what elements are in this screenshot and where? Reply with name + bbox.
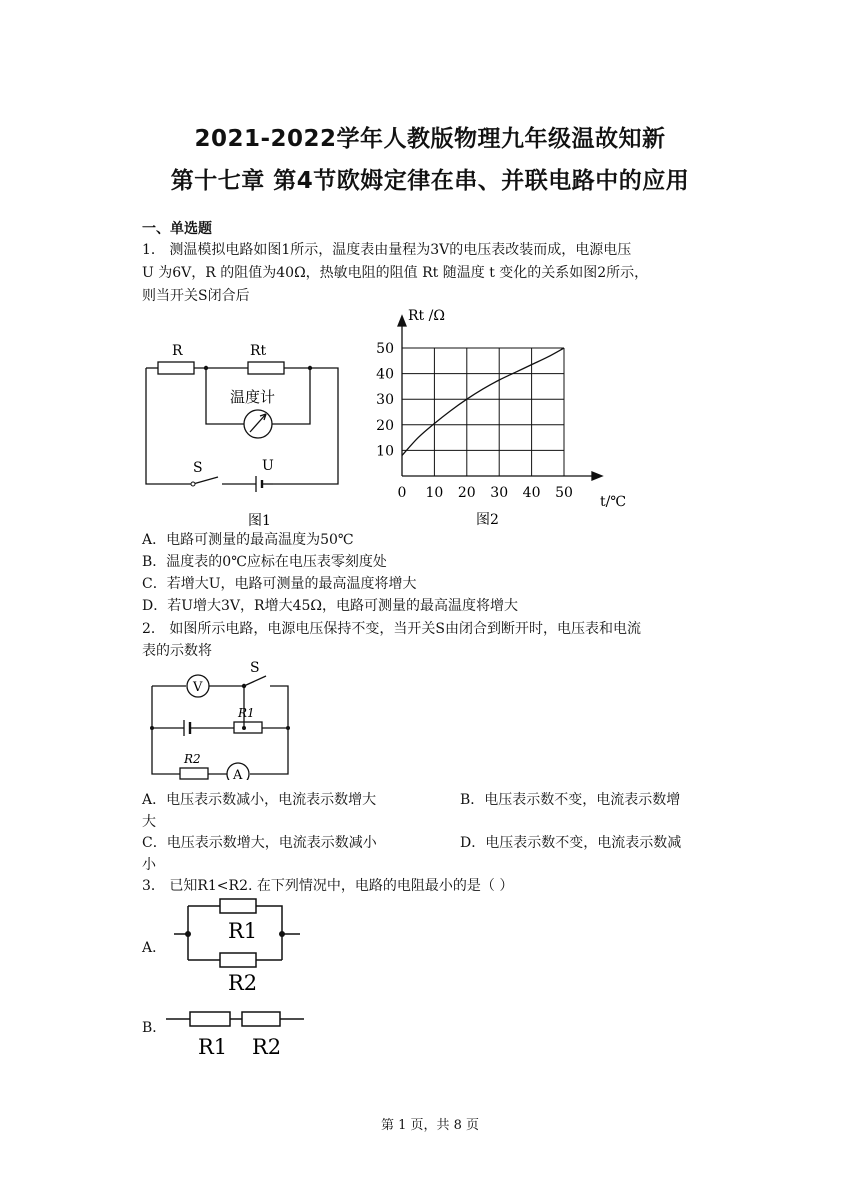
q3-text-line1: 3． 已知R1<R2. 在下列情况中，电路的电阻最小的是（ ） [142, 878, 514, 894]
chart-y-tick-label: 50 [376, 341, 394, 357]
q1-figure2-chart [368, 300, 648, 532]
q2-fig-label-V: V [193, 680, 203, 695]
q1-option-d: D．若U增大3V，R增大45Ω，电路可测量的最高温度将增大 [142, 598, 519, 614]
page-footer: 第 1 页，共 8 页 [380, 1118, 480, 1133]
q3a-label-R1: R1 [228, 919, 258, 943]
fig2-caption: 图2 [476, 512, 499, 528]
q2-fig-label-A: A [233, 768, 243, 780]
q3a-label-R2: R2 [228, 971, 258, 995]
q1-option-c: C．若增大U，电路可测量的最高温度将增大 [142, 576, 417, 592]
q3-option-b-series-circuit [162, 1004, 312, 1064]
q3-option-a-letter: A． [142, 940, 167, 956]
q1-text-line1: 1． 测温模拟电路如图1所示，温度表由量程为3V的电压表改装而成，电源电压 [142, 242, 632, 258]
q2-fig-label-S: S [250, 660, 260, 676]
chart-x-tick-label: 40 [522, 485, 541, 501]
chart-y-axis-arrow [398, 316, 406, 326]
chart-y-tick-label: 30 [376, 392, 394, 409]
q2-fig-label-R1: R1 [238, 706, 255, 720]
q3b-label-R1: R1 [198, 1035, 228, 1059]
q2-option-d-wrap: 小 [142, 857, 156, 873]
q3b-label-R2: R2 [252, 1035, 282, 1059]
chart-y-tick-label: 10 [376, 443, 394, 460]
section-heading: 一、单选题 [142, 221, 212, 237]
fig1-caption: 图1 [248, 513, 271, 529]
q3-option-b-letter: B． [142, 1020, 167, 1036]
q1-text-line3: 则当开关S闭合后 [142, 288, 250, 304]
fig1-label-U: U [262, 458, 274, 474]
fig1-meter-label: 温度计 [230, 388, 276, 406]
chart-ylabel: Rt /Ω [408, 308, 445, 324]
q2-figure-circuit [146, 656, 296, 780]
chart-x-tick-label: 10 [425, 485, 444, 501]
q2-fig-label-R2: R2 [184, 752, 201, 766]
q2-text-line1: 2． 如图所示电路，电源电压保持不变，当开关S由闭合到断开时，电压表和电流 [142, 621, 641, 637]
chart-x-tick-label: 0 [397, 485, 407, 501]
chart-y-tick-label: 40 [376, 366, 394, 383]
q2-option-d: D．电压表示数不变，电流表示数减 [460, 835, 682, 851]
chart-x-tick-label: 50 [555, 485, 573, 501]
q2-option-b-wrap: 大 [142, 814, 156, 830]
q2-option-b: B．电压表示数不变，电流表示数增 [460, 792, 681, 808]
fig1-label-S: S [193, 460, 203, 476]
chart-x-axis-arrow [592, 472, 602, 480]
q1-figure1-circuit [138, 336, 378, 532]
q3-option-a-parallel-circuit [170, 894, 310, 998]
chart-x-tick-label: 30 [490, 485, 509, 501]
q1-text-line2: U 为6V，R 的阻值为40Ω，热敏电阻的阻值 Rt 随温度 t 变化的关系如图2所示， [142, 265, 649, 281]
q2-option-a: A．电压表示数减小，电流表示数增大 [142, 792, 377, 808]
chart-x-tick-label: 20 [457, 485, 476, 501]
q1-option-a: A．电路可测量的最高温度为50℃ [142, 532, 354, 548]
q2-text-line2: 表的示数将 [142, 643, 212, 659]
chart-series-line [402, 348, 564, 456]
chart-y-tick-label: 20 [376, 417, 394, 434]
chart-xlabel: t/℃ [600, 494, 627, 510]
doc-title-line1: 2021-2022学年人教版物理九年级温故知新 [194, 126, 666, 152]
doc-title-line2: 第十七章 第4节欧姆定律在串、并联电路中的应用 [170, 168, 690, 194]
fig1-label-Rt: Rt [250, 343, 267, 359]
q2-option-c: C．电压表示数增大，电流表示数减小 [142, 835, 377, 851]
fig1-label-R: R [172, 343, 183, 359]
q1-option-b: B．温度表的0℃应标在电压表零刻度处 [142, 554, 387, 570]
